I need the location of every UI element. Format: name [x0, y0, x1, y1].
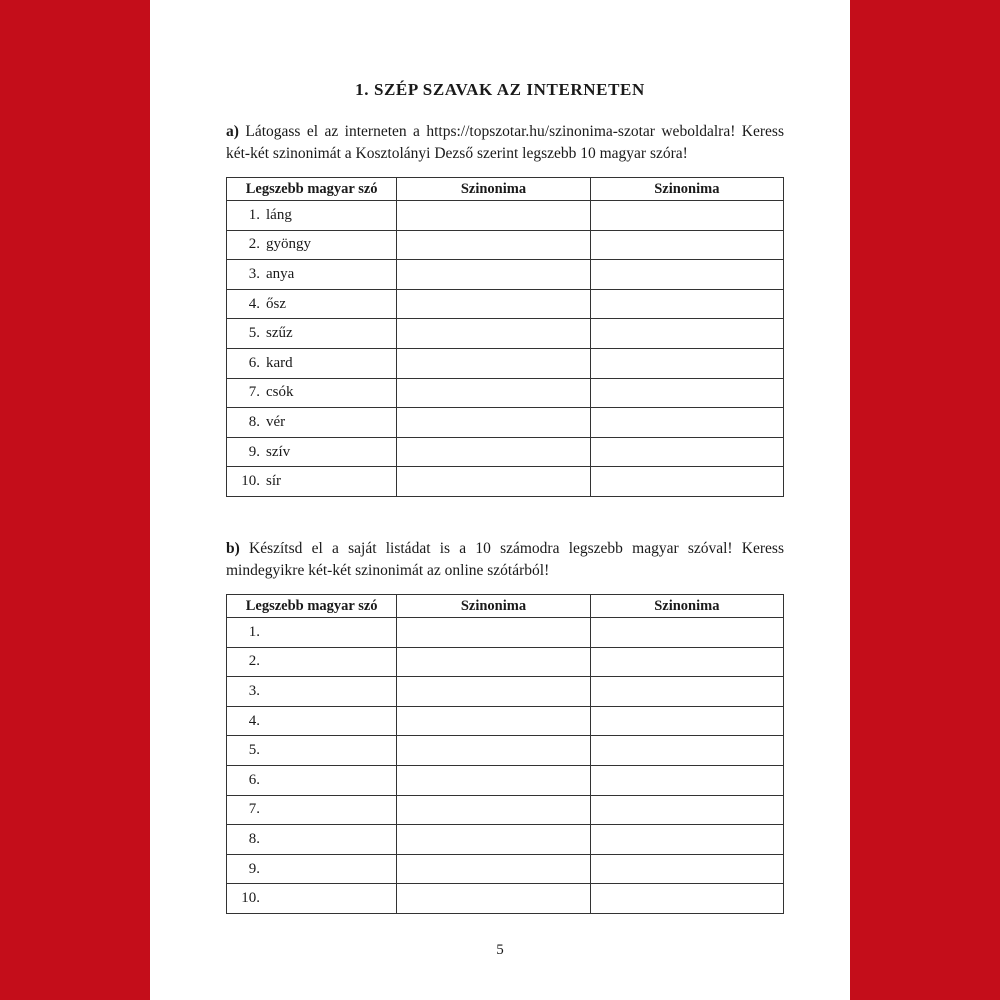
word-cell: [227, 437, 397, 467]
word-cell: [227, 706, 397, 736]
row-word: vér: [266, 413, 286, 430]
row-number: 8.: [248, 413, 260, 430]
table-row: [227, 467, 784, 497]
table-row: [227, 289, 784, 319]
synonym-2-cell[interactable]: [590, 825, 783, 855]
synonym-table-a: [226, 177, 784, 497]
table-row: [227, 706, 784, 736]
word-cell: [227, 825, 397, 855]
word-cell: [227, 467, 397, 497]
row-word: sír: [266, 473, 281, 490]
word-cell: [227, 289, 397, 319]
synonym-1-cell[interactable]: [397, 348, 590, 378]
word-cell: [227, 319, 397, 349]
table-row: [227, 378, 784, 408]
synonym-1-cell[interactable]: [397, 884, 590, 914]
synonym-1-cell[interactable]: [397, 677, 590, 707]
synonym-1-cell[interactable]: [397, 618, 590, 648]
synonym-2-cell[interactable]: [590, 854, 783, 884]
instruction-b-marker: b): [226, 540, 240, 557]
row-word: kard: [266, 354, 293, 371]
synonym-2-cell[interactable]: [590, 795, 783, 825]
word-cell: [227, 884, 397, 914]
word-cell: [227, 795, 397, 825]
instruction-a: [226, 121, 784, 165]
row-number: 9.: [248, 443, 260, 460]
row-number: 2.: [248, 236, 260, 253]
table-row: [227, 795, 784, 825]
table-row: [227, 348, 784, 378]
header-synonym-2: Szinonima: [590, 595, 783, 618]
synonym-2-cell[interactable]: [590, 677, 783, 707]
synonym-2-cell[interactable]: [590, 736, 783, 766]
header-word: Legszebb magyar szó: [227, 595, 397, 618]
instruction-a-text: Látogass el az interneten a https://topszotar.hu/szinonima-szotar weboldalra! Keress két-két szinonimát a Kosztolányi Dezső szerint legszebb 10 magyar szóra!: [226, 123, 784, 162]
table-row: [227, 437, 784, 467]
header-synonym-1: Szinonima: [397, 178, 590, 201]
synonym-1-cell[interactable]: [397, 706, 590, 736]
synonym-2-cell[interactable]: [590, 618, 783, 648]
row-number: 6.: [248, 354, 260, 371]
synonym-2-cell[interactable]: [590, 467, 783, 497]
row-number: 7.: [248, 384, 260, 401]
row-word: anya: [266, 265, 295, 282]
table-row: [227, 618, 784, 648]
word-cell: [227, 618, 397, 648]
table-row: [227, 319, 784, 349]
synonym-1-cell[interactable]: [397, 230, 590, 260]
row-number: 1.: [248, 623, 260, 640]
table-row: [227, 854, 784, 884]
word-cell: [227, 677, 397, 707]
table-row: [227, 825, 784, 855]
word-cell: [227, 348, 397, 378]
row-number: 2.: [248, 653, 260, 670]
synonym-2-cell[interactable]: [590, 408, 783, 438]
row-number: 8.: [248, 830, 260, 847]
synonym-2-cell[interactable]: [590, 319, 783, 349]
page-title: 1. SZÉP SZAVAK AZ INTERNETEN: [355, 80, 645, 99]
synonym-1-cell[interactable]: [397, 378, 590, 408]
row-number: 3.: [248, 682, 260, 699]
word-cell: [227, 260, 397, 290]
synonym-table-b: [226, 594, 784, 914]
row-number: 7.: [248, 801, 260, 818]
synonym-2-cell[interactable]: [590, 230, 783, 260]
word-cell: [227, 378, 397, 408]
synonym-1-cell[interactable]: [397, 795, 590, 825]
page-number: 5: [496, 942, 504, 958]
instruction-b: [226, 538, 784, 582]
synonym-2-cell[interactable]: [590, 706, 783, 736]
synonym-1-cell[interactable]: [397, 319, 590, 349]
synonym-2-cell[interactable]: [590, 647, 783, 677]
table-row: [227, 201, 784, 231]
header-word: Legszebb magyar szó: [227, 178, 397, 201]
row-number: 1.: [248, 206, 260, 223]
table-row: [227, 408, 784, 438]
row-number: 6.: [248, 771, 260, 788]
row-number: 3.: [248, 265, 260, 282]
table-row: [227, 677, 784, 707]
table-row: [227, 230, 784, 260]
worksheet-page: [150, 0, 850, 1000]
synonym-2-cell[interactable]: [590, 378, 783, 408]
synonym-2-cell[interactable]: [590, 884, 783, 914]
table-row: [227, 765, 784, 795]
row-word: szűz: [266, 325, 293, 342]
table-row: [227, 647, 784, 677]
word-cell: [227, 765, 397, 795]
instruction-b-text: Készítsd el a saját listádat is a 10 számodra legszebb magyar szóval! Keress mindegyikre két-két szinonimát az online szótárból!: [226, 540, 784, 579]
synonym-2-cell[interactable]: [590, 437, 783, 467]
row-number: 4.: [248, 295, 260, 312]
header-synonym-2: Szinonima: [590, 178, 783, 201]
synonym-1-cell[interactable]: [397, 260, 590, 290]
word-cell: [227, 647, 397, 677]
synonym-2-cell[interactable]: [590, 289, 783, 319]
synonym-1-cell[interactable]: [397, 765, 590, 795]
synonym-2-cell[interactable]: [590, 765, 783, 795]
synonym-1-cell[interactable]: [397, 647, 590, 677]
row-word: ősz: [266, 295, 286, 312]
header-synonym-1: Szinonima: [397, 595, 590, 618]
row-number: 5.: [248, 742, 260, 759]
synonym-1-cell[interactable]: [397, 437, 590, 467]
synonym-2-cell[interactable]: [590, 348, 783, 378]
table-row: [227, 884, 784, 914]
row-number: 5.: [248, 325, 260, 342]
synonym-1-cell[interactable]: [397, 408, 590, 438]
row-number: 10.: [241, 890, 260, 907]
word-cell: [227, 408, 397, 438]
synonym-1-cell[interactable]: [397, 736, 590, 766]
row-word: szív: [266, 443, 291, 460]
row-number: 9.: [248, 860, 260, 877]
instruction-a-marker: a): [226, 123, 239, 140]
table-header-row: [227, 595, 784, 618]
row-number: 4.: [248, 712, 260, 729]
table-header-row: [227, 178, 784, 201]
word-cell: [227, 230, 397, 260]
synonym-1-cell[interactable]: [397, 825, 590, 855]
row-word: gyöngy: [266, 236, 311, 253]
row-number: 10.: [241, 473, 260, 490]
synonym-2-cell[interactable]: [590, 260, 783, 290]
synonym-1-cell[interactable]: [397, 289, 590, 319]
row-word: csók: [266, 384, 294, 401]
synonym-2-cell[interactable]: [590, 201, 783, 231]
row-word: láng: [266, 206, 292, 223]
word-cell: [227, 854, 397, 884]
synonym-1-cell[interactable]: [397, 467, 590, 497]
word-cell: [227, 201, 397, 231]
synonym-1-cell[interactable]: [397, 854, 590, 884]
word-cell: [227, 736, 397, 766]
table-row: [227, 736, 784, 766]
table-row: [227, 260, 784, 290]
synonym-1-cell[interactable]: [397, 201, 590, 231]
